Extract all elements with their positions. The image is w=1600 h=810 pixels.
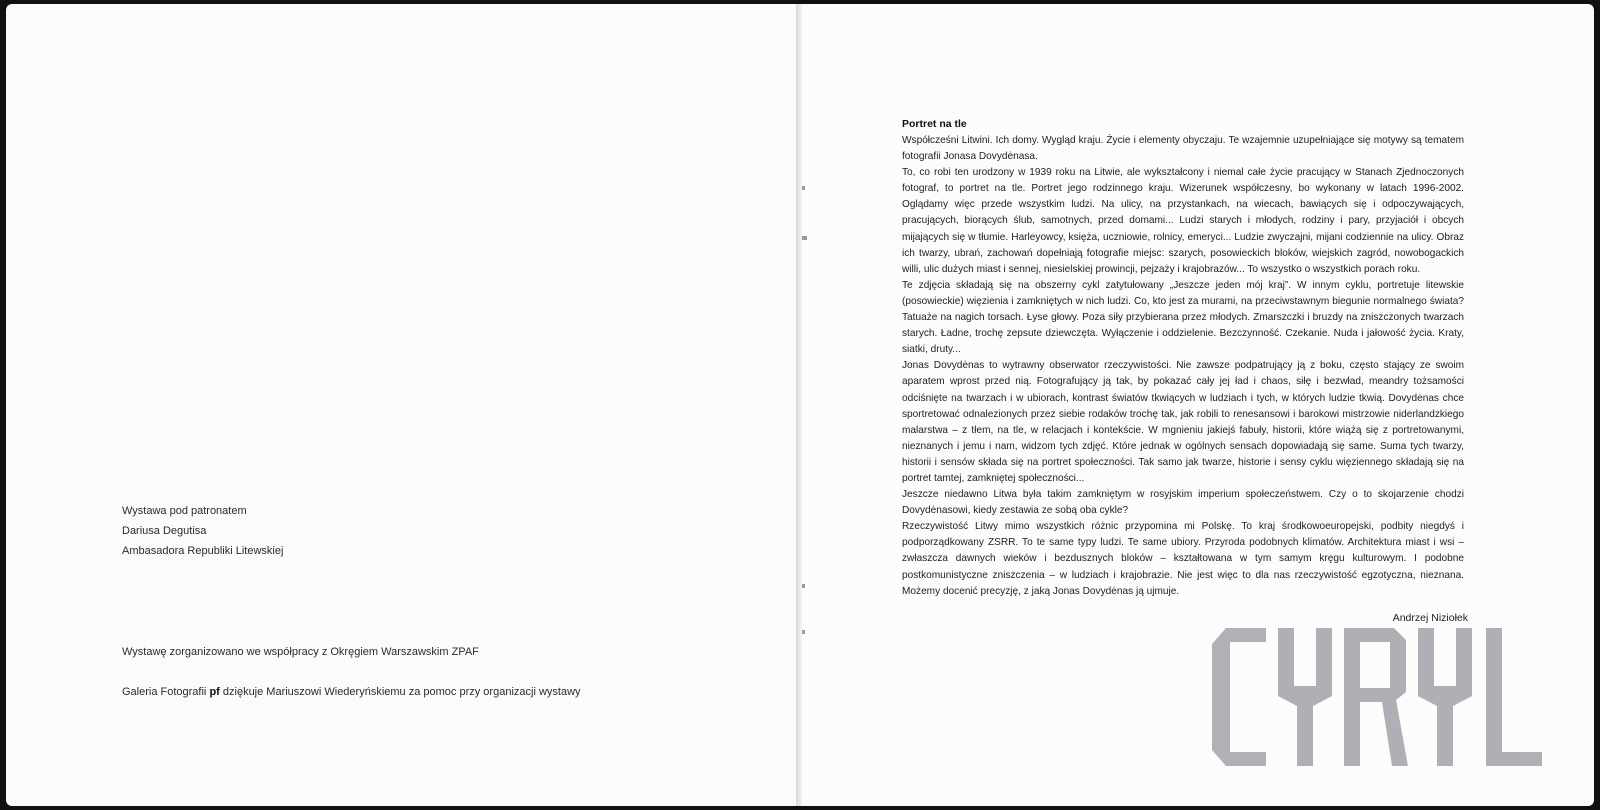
cyryl-watermark-logo	[1210, 626, 1544, 768]
patronage-line: Dariusa Degutisa	[122, 525, 207, 537]
gallery-logo-text: pf	[209, 686, 220, 698]
patronage-line: Ambasadora Republiki Litewskiej	[122, 545, 284, 557]
patronage-block	[122, 501, 283, 561]
article-paragraph: Rzeczywistość Litwy mimo wszystkich różnic przypomina mi Polskę. To kraj środkowoeuropejski, podbity niegdyś i podporządkowany ZSRR. To te same typy ludzi. Te same ubiory. Przyroda podobnych klimatów. Architektura miast i wsi – zwłaszcza dawnych wieków i bezdusznych bloków – kształtowana w tym samym kręgu kulturowym. I podobne postkomunistyczne zniszczenia – w ludziach i krajobrazie. Nie jest więc to dla nas rzeczywistość egzotyczna, nieznana. Możemy docenić precyzję, z jaką Jonas Dovydėnas ją ujmuje.	[902, 521, 1464, 597]
left-page	[6, 4, 796, 806]
article-paragraph: Te zdjęcia składają się na obszerny cykl zatytułowany „Jeszcze jeden mój kraj”. W innym cyklu, portretuje litewskie (posowieckie) więzienia i zamkniętych w nich ludzi. Co, kto jest za murami, na przeciwstawnym biegunie normalnego świata? Tatuaże na nagich torsach. Łyse głowy. Poza siły przybierana przez młodych. Zmarszczki i bruzdy na zniszczonych twarzach starych. Ładne, trochę zepsute dziewczęta. Wyłączenie i oddzielenie. Bezczynność. Czekanie. Nuda i jałowość życia. Kraty, siatki, druty...	[902, 279, 1464, 356]
article-paragraph: Współcześni Litwini. Ich domy. Wygląd kraju. Życie i elementy obyczaju. Te wzajemnie uzupełniające się motywy są tematem fotografii Jonasa Dovydėnasa.	[902, 135, 1464, 163]
article	[902, 116, 1464, 600]
thanks-prefix: Galeria Fotografii	[122, 686, 210, 698]
right-page	[802, 4, 1594, 806]
page-mark	[802, 630, 805, 634]
page-mark	[802, 584, 805, 588]
thanks-suffix: dziękuje Mariuszowi Wiederyńskiemu za pomoc przy organizacji wystawy	[219, 686, 581, 698]
page-mark	[802, 236, 807, 240]
book-spread	[6, 4, 1594, 806]
article-paragraph: Jeszcze niedawno Litwa była takim zamkniętym w rosyjskim imperium społeczeństwem. Czy o to skojarzenie chodzi Dovydėnasowi, kiedy zestawia ze sobą oba cykle?	[902, 489, 1464, 517]
article-author: Andrzej Niziołek	[1392, 612, 1468, 624]
page-mark	[802, 186, 805, 190]
article-title: Portret na tle	[902, 118, 967, 130]
article-paragraph: To, co robi ten urodzony w 1939 roku na Litwie, ale wykształcony i niemal całe życie pracujący w Stanach Zjednoczonych fotograf, to portret na tle. Portret jego rodzinnego kraju. Wizerunek współczesny, bo wykonany w latach 1996-2002. Oglądamy więc przede wszystkim ludzi. Na ulicy, na przystankach, na wiecach, bawiących się i odpoczywających, pracujących, biorących ślub, samotnych, przed domami... Ludzi starych i młodych, rodziny i pary, przyjaciół i obcych mijających się w tłumie. Harleyowcy, księża, uczniowie, rolnicy, emeryci... Ludzie zwyczajni, mijani codziennie na ulicy. Obraz ich twarzy, ubrań, zachowań dopełniają fotografie miejsc: szarych, posowieckich bloków, wiejskich zagród, nowobogackich willi, ulic dużych miast i sennej, niesielskiej prowincji, pejzaży i krajobrazów... To wszystko o wszystkich porach roku.	[902, 167, 1464, 275]
organized-note: Wystawę zorganizowano we współpracy z Okręgiem Warszawskim ZPAF	[122, 646, 479, 658]
thanks-note	[122, 682, 581, 702]
article-paragraph: Jonas Dovydėnas to wytrawny obserwator rzeczywistości. Nie zawsze podpatrujący ją z boku, często stający ze swoim aparatem wprost przed nią. Fotografujący ją tak, by pokazać cały jej ład i chaos, siłę i bezwład, meandry tożsamości odciśnięte na twarzach i w ubiorach, kontrast światów tkwiących w ludziach i tych, w których ludzie tkwią. Dovydėnas chce sportretować odnalezionych przez siebie rodaków trochę tak, jak robili to renesansowi i barokowi mistrzowie niderlandzkiego malarstwa – z tłem, na tle, w relacjach i kontekście. W mgnieniu jakiejś fabuły, historii, które wiążą się z portretowanymi, nieznanych i jemu i nam, widzom tych zdjęć. Które jednak w ogólnych sensach dopowiadają się same. Suma tych twarzy, historii i sensów składa się na portret społeczności. Tak samo jak twarze, historie i sensy cyklu więziennego składają się na portret tamtej, zamkniętej społeczności...	[902, 360, 1464, 484]
patronage-line: Wystawa pod patronatem	[122, 505, 247, 517]
